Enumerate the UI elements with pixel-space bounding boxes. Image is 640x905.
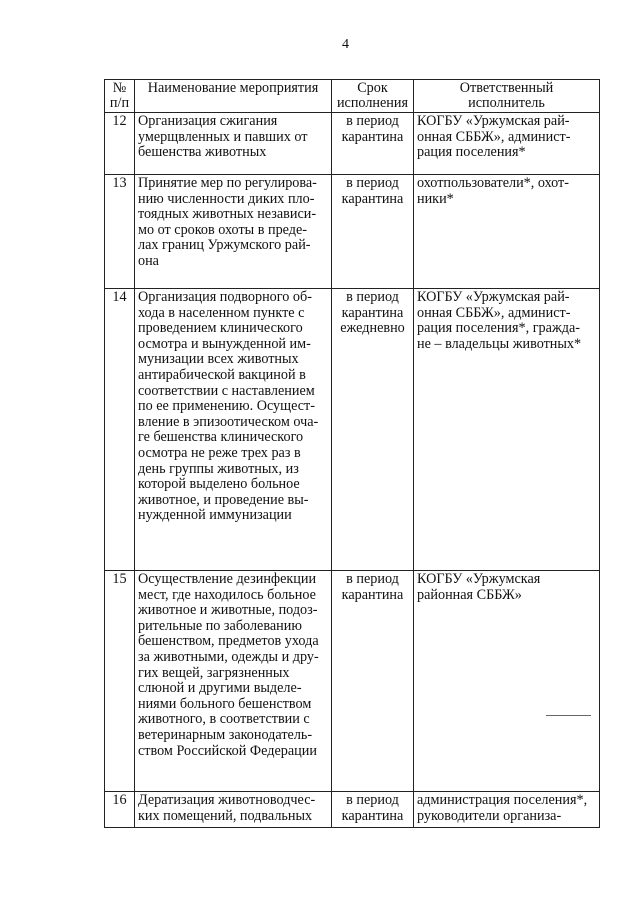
measure-term	[332, 113, 414, 175]
term-line: в период	[346, 289, 399, 305]
measure-line: тоядных животных независи-	[138, 206, 317, 223]
term-line: в период	[346, 571, 399, 587]
term-line: ежедневно	[340, 320, 405, 337]
term-line: в период	[346, 175, 399, 191]
header-number-line: п/п	[109, 95, 130, 111]
measure-responsible	[414, 792, 600, 828]
term-line: карантина	[341, 128, 404, 145]
measure-line: проведением клинического	[138, 320, 303, 337]
measure-line: она	[138, 252, 159, 269]
page-number: 4	[342, 37, 349, 52]
header-responsible-line: Ответственный	[459, 80, 554, 96]
row-number: 14	[105, 289, 135, 571]
measure-responsible	[414, 571, 600, 792]
measure-line: бешенства животных	[138, 144, 267, 161]
measure-responsible	[414, 175, 600, 289]
row-number: 12	[105, 113, 135, 175]
header-name	[135, 80, 332, 113]
measure-term	[332, 289, 414, 571]
table-row	[105, 571, 600, 792]
table-row	[105, 289, 600, 571]
responsible-line: руководители организа-	[417, 807, 562, 824]
measure-line: мест, где находилось больное	[138, 586, 316, 603]
header-number-line: №	[112, 80, 127, 96]
measure-name	[135, 571, 332, 792]
responsible-line: рация поселения*, гражда-	[417, 320, 580, 337]
measure-line: Дератизация животноводчес-	[138, 792, 316, 808]
term-line: в период	[346, 113, 399, 129]
measure-line: осмотра не реже трех раз в	[138, 444, 301, 461]
header-term	[332, 80, 414, 113]
table-row	[105, 175, 600, 289]
responsible-line: районная СББЖ»	[417, 586, 522, 603]
measure-line: бешенством, предметов ухода	[138, 633, 319, 650]
measure-line: ством Российской Федерации	[138, 742, 317, 759]
measure-line: животного, в соответствии с	[138, 711, 310, 728]
measure-line: ге бешенства клинического	[138, 429, 304, 446]
term-line: в период	[346, 792, 399, 808]
measure-line: гих вещей, загрязненных	[138, 664, 290, 681]
header-responsible-line: исполнитель	[468, 95, 545, 111]
header-number	[105, 80, 135, 113]
measure-line: мо от сроков охоты в преде-	[138, 221, 308, 238]
measure-line: нужденной иммунизации	[138, 507, 292, 524]
measure-line: Принятие мер по регулирова-	[138, 175, 317, 191]
measure-line: за животными, одежды и дру-	[138, 648, 319, 665]
row-number: 13	[105, 175, 135, 289]
term-line: карантина	[341, 807, 404, 824]
measure-line: животное и животные, подоз-	[138, 602, 318, 619]
measure-line: Осуществление дезинфекции	[138, 571, 317, 587]
measure-name	[135, 792, 332, 828]
measure-term	[332, 175, 414, 289]
measure-line: ких помещений, подвальных	[138, 807, 313, 824]
measure-line: Организация сжигания	[138, 113, 278, 129]
measure-responsible	[414, 113, 600, 175]
measure-name	[135, 113, 332, 175]
measure-line: умерщвленных и павших от	[138, 128, 308, 145]
responsible-line: КОГБУ «Уржумская рай-	[417, 289, 570, 305]
responsible-line: администрация поселения*,	[417, 792, 588, 808]
row-number: 16	[105, 792, 135, 828]
measure-line: которой выделено больное	[138, 476, 300, 493]
measure-line: по ее применению. Осущест-	[138, 398, 315, 415]
measure-line: нию численности диких пло-	[138, 190, 315, 207]
measure-line: соответствии с наставлением	[138, 382, 315, 399]
row-number: 15	[105, 571, 135, 792]
measure-line: антирабической вакциной в	[138, 366, 306, 383]
responsible-line: ники*	[417, 190, 454, 207]
measure-line: животное, и проведение вы-	[138, 491, 309, 508]
term-line: карантина	[341, 190, 404, 207]
responsible-line: рация поселения*	[417, 144, 526, 161]
header-responsible	[414, 80, 600, 113]
responsible-line: КОГБУ «Уржумская	[417, 571, 541, 587]
responsible-line: онная СББЖ», админист-	[417, 304, 571, 321]
responsible-line: не – владельцы животных*	[417, 335, 582, 352]
measure-term	[332, 792, 414, 828]
header-term-line: исполнения	[336, 95, 409, 111]
measure-responsible	[414, 289, 600, 571]
measure-name	[135, 175, 332, 289]
responsible-line: охотпользователи*, охот-	[417, 175, 569, 191]
pen-stroke-mark	[546, 715, 591, 716]
term-line: карантина	[341, 304, 404, 321]
measure-line: рительные по заболеванию	[138, 617, 302, 634]
measure-line: лах границ Уржумского рай-	[138, 237, 311, 254]
measures-table	[104, 79, 600, 828]
measure-line: день группы животных, из	[138, 460, 299, 477]
measure-line: хода в населенном пункте с	[138, 304, 305, 321]
table-header-row	[105, 80, 600, 113]
table-row	[105, 113, 600, 175]
header-name-line: Наименование мероприятия	[147, 80, 319, 96]
term-line: карантина	[341, 586, 404, 603]
measure-line: осмотра и вынужденной им-	[138, 335, 311, 352]
measure-line: ниями больного бешенством	[138, 695, 312, 712]
measure-name	[135, 289, 332, 571]
measure-line: мунизации всех животных	[138, 351, 299, 368]
measure-line: Организация подворного об-	[138, 289, 312, 305]
table-row	[105, 792, 600, 828]
measure-line: вление в эпизоотическом оча-	[138, 413, 319, 430]
responsible-line: онная СББЖ», админист-	[417, 128, 571, 145]
measure-line: слюной и другими выделе-	[138, 680, 302, 697]
header-term-line: Срок	[357, 80, 388, 96]
measure-line: ветеринарным законодатель-	[138, 726, 313, 743]
measure-term	[332, 571, 414, 792]
responsible-line: КОГБУ «Уржумская рай-	[417, 113, 570, 129]
